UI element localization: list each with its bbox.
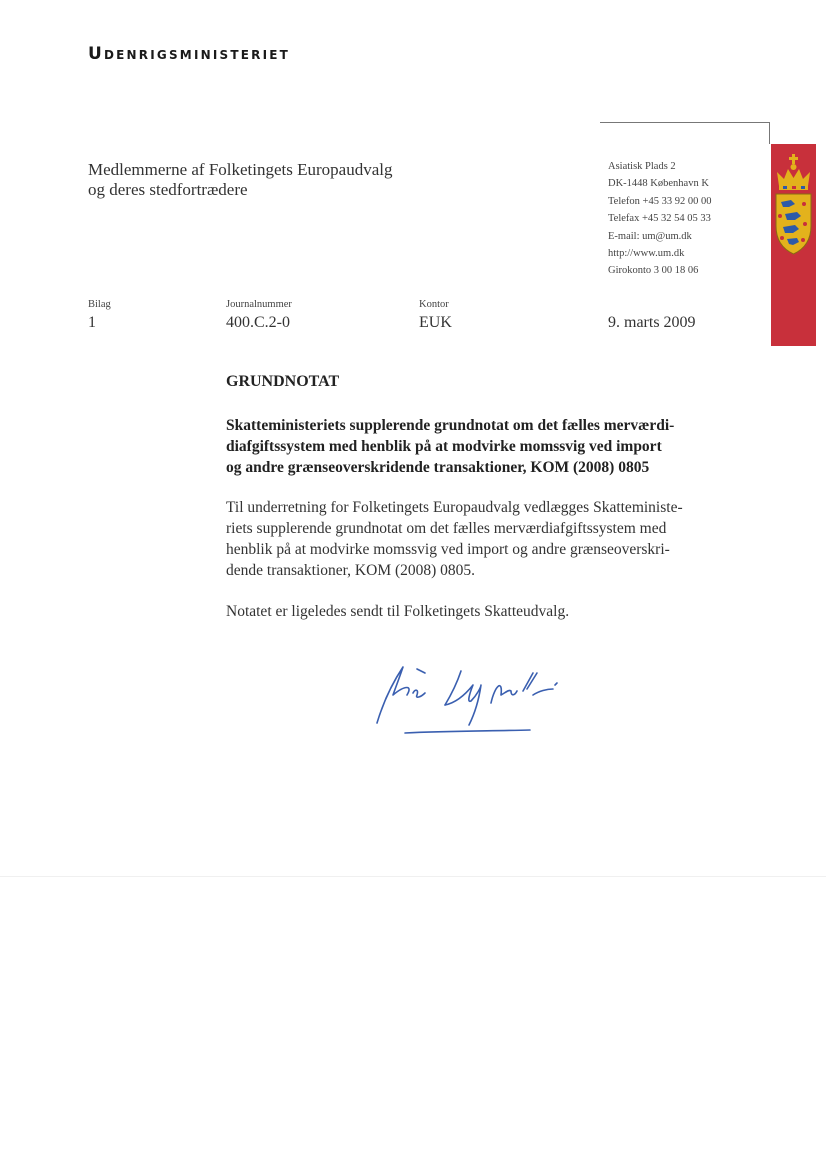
body-line: Til underretning for Folketingets Europaudvalg vedlægges Skatteministe- xyxy=(226,499,683,516)
bilag-label: Bilag xyxy=(88,299,111,310)
address-street: Asiatisk Plads 2 xyxy=(608,161,676,172)
address-block xyxy=(608,158,711,280)
journal-label: Journalnummer xyxy=(226,299,292,310)
document-body xyxy=(226,497,766,622)
handwritten-signature xyxy=(365,655,585,745)
recipient-line: og deres stedfortrædere xyxy=(88,180,248,199)
document-heading: GRUNDNOTAT xyxy=(226,373,340,390)
body-paragraph xyxy=(226,497,766,581)
address-giro: Girokonto 3 00 18 06 xyxy=(608,265,699,277)
body-line: henblik på at modvirke momssvig ved import og andre grænseoverskri- xyxy=(226,541,670,558)
brand-band xyxy=(771,144,816,346)
body-line: dende transaktioner, KOM (2008) 0805. xyxy=(226,562,476,579)
subject-line: Skatteministeriets supplerende grundnotat om det fælles merværdi- xyxy=(226,417,675,434)
kontor-label: Kontor xyxy=(419,299,449,310)
address-email: E-mail: um@um.dk xyxy=(608,230,692,242)
ministry-name: Udenrigsministeriet xyxy=(88,44,291,64)
address-web: http://www.um.dk xyxy=(608,248,685,260)
address-city: DK-1448 København K xyxy=(608,178,709,190)
bilag-value: 1 xyxy=(88,314,96,331)
journal-value: 400.C.2-0 xyxy=(226,314,290,331)
subject-line: og andre grænseoverskridende transaktioner, KOM (2008) 0805 xyxy=(226,459,650,476)
body-line: riets supplerende grundnotat om det fælles merværdiafgiftssystem med xyxy=(226,520,667,537)
document-subject xyxy=(226,415,766,478)
document-date: 9. marts 2009 xyxy=(608,314,696,331)
body-paragraph: Notatet er ligeledes sendt til Folketingets Skatteudvalg. xyxy=(226,603,570,620)
header-rule-vertical xyxy=(769,122,770,144)
subject-line: diafgiftssystem med henblik på at modvirke momssvig ved import xyxy=(226,438,662,455)
recipient-block xyxy=(88,160,393,200)
address-phone: Telefon +45 33 92 00 00 xyxy=(608,195,712,207)
kontor-value: EUK xyxy=(419,314,452,331)
recipient-line: Medlemmerne af Folketingets Europaudvalg xyxy=(88,160,393,179)
scan-fold-line xyxy=(0,876,826,877)
header-rule xyxy=(600,122,770,123)
danish-coat-of-arms-icon xyxy=(771,154,816,274)
address-fax: Telefax +45 32 54 05 33 xyxy=(608,213,711,225)
